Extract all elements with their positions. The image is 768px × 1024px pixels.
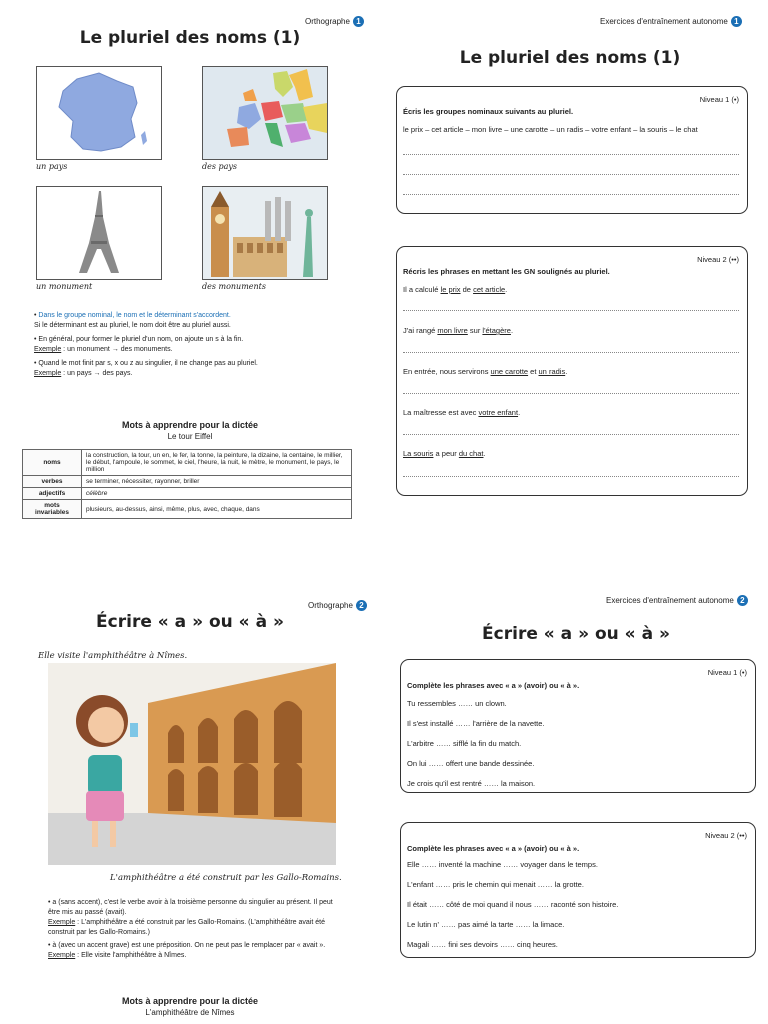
- sentence-3: En entrée, nous servirons une carotte et un radis.: [403, 367, 568, 376]
- words-title: Mots à apprendre pour la dictée: [121, 420, 259, 430]
- exercise-text: le prix – cet article – mon livre – une carotte – un radis – votre enfant – la souris – le chat: [403, 125, 698, 134]
- rule-2-example: : Elle visite l'amphithéâtre à Nîmes.: [75, 952, 187, 959]
- words-value: célèbre: [82, 488, 352, 500]
- exercise-line: Il s'est installé …… l'arrière de la navette.: [407, 719, 545, 728]
- rule-2-example-label: Exemple: [48, 952, 76, 959]
- page-title: Le pluriel des noms (1): [459, 48, 681, 68]
- exercise-instruction: Écris les groupes nominaux suivants au pluriel.: [403, 107, 574, 116]
- amphitheatre-image: [48, 663, 336, 865]
- answer-line: [403, 153, 739, 155]
- words-key: mots invariables: [23, 500, 82, 519]
- rule-1-highlight: Dans le groupe nominal, le nom et le déterminant s'accordent.: [38, 312, 231, 319]
- caption-bottom: L'amphithéâtre a été construit par les Gallo-Romains.: [110, 873, 342, 883]
- level-label: Niveau 1 (•): [707, 668, 747, 677]
- rule-1-text: Si le déterminant est au pluriel, le nom doit être au pluriel aussi.: [34, 322, 231, 329]
- answer-line: [403, 309, 739, 311]
- section-badge: 1: [353, 16, 364, 27]
- exercise-niveau-1: [396, 86, 748, 214]
- section-badge: 2: [356, 600, 367, 611]
- exercise-instruction: Complète les phrases avec « a » (avoir) ou « à ».: [407, 681, 580, 690]
- section-tag: [305, 16, 364, 27]
- exercise-niveau-2: [396, 246, 748, 496]
- table-row: [23, 450, 352, 476]
- sentence-5: La souris a peur du chat.: [403, 449, 486, 458]
- level-label: Niveau 2 (••): [705, 831, 747, 840]
- answer-line: [403, 193, 739, 195]
- section-tag-label: Orthographe: [308, 601, 353, 610]
- exercise-instruction: Récris les phrases en mettant les GN soulignés au pluriel.: [403, 267, 610, 276]
- rule-2-text: En général, pour former le pluriel d'un nom, on ajoute un s à la fin.: [38, 336, 244, 343]
- section-tag: [600, 16, 742, 27]
- words-value: se terminer, nécessiter, rayonner, briller: [82, 476, 352, 488]
- exercise-line: Il était …… côté de moi quand il nous …… raconté son histoire.: [407, 900, 619, 909]
- exercise-line: Elle …… inventé la machine …… voyager dans le temps.: [407, 860, 598, 869]
- exercise-line: Tu ressembles …… un clown.: [407, 699, 507, 708]
- words-subtitle: L'amphithéâtre de Nîmes: [145, 1008, 235, 1017]
- caption-des-monuments: des monuments: [202, 282, 267, 291]
- table-row: [23, 500, 352, 519]
- rule-1-example-label: Exemple: [48, 919, 76, 926]
- section-badge: 1: [731, 16, 742, 27]
- caption-top: Elle visite l'amphithéâtre à Nîmes.: [38, 651, 188, 661]
- france-map-image: [36, 66, 162, 160]
- level-label: Niveau 1 (•): [699, 95, 739, 104]
- section-tag: [606, 595, 748, 606]
- level-label: Niveau 2 (••): [697, 255, 739, 264]
- exercise-line: On lui …… offert une bande dessinée.: [407, 759, 535, 768]
- section-tag: [308, 600, 367, 611]
- rules-block: • Dans le groupe nominal, le nom et le déterminant s'accordent. Si le déterminant est au pluriel, le nom doit être au pluriel aussi. • En général, pour former le pluriel d'un nom, on ajoute un s à la fin. Exemple : un monument → des monuments. • Quand le mot finit par s, x ou z au singulier, il ne change pas au pluriel. Exemple : un pays → des pays.: [34, 311, 334, 379]
- rules-block: • a (sans accent), c'est le verbe avoir à la troisième personne du singulier au présent. Il peut être mis au passé (avait). Exemple : L'amphithéâtre a été construit par les Gallo-Romains. (L'amphithéâtre avait été construit par les Gallo-Romains.) • à (avec un accent grave) est une préposition. On ne peut pas le remplacer par « avait ». Exemple : Elle visite l'amphithéâtre à Nîmes.: [48, 899, 333, 959]
- words-value: la construction, la tour, un en, le fer, la tonne, la peinture, la dizaine, la centaine, le millier, le début, l'ampoule, le sommet, le ciel, l'heure, la nuit, le mètre, le monument, le pays, le million: [82, 450, 352, 476]
- table-row: [23, 476, 352, 488]
- answer-line: [403, 392, 739, 394]
- exercise-line: Je crois qu'il est rentré …… la maison.: [407, 779, 536, 788]
- answer-line: [403, 351, 739, 353]
- rule-1-text: a (sans accent), c'est le verbe avoir à la troisième personne du singulier au présent. Il peut être mis au passé (avait).: [48, 899, 333, 916]
- exercise-line: L'enfant …… pris le chemin qui menait …… la grotte.: [407, 880, 584, 889]
- rule-3-example: : un pays → des pays.: [61, 370, 133, 377]
- section-tag-label: Exercices d'entraînement autonome: [606, 596, 734, 605]
- exercise-line: L'arbitre …… sifflé la fin du match.: [407, 739, 522, 748]
- rule-3-text: Quand le mot finit par s, x ou z au singulier, il ne change pas au pluriel.: [38, 360, 258, 367]
- rule-2-example-label: Exemple: [34, 346, 62, 353]
- rule-2-text: à (avec un accent grave) est une préposition. On ne peut pas le remplacer par « avait ».: [52, 942, 326, 949]
- words-key: adjectifs: [23, 488, 82, 500]
- words-key: noms: [23, 450, 82, 476]
- answer-line: [403, 173, 739, 175]
- sentence-1: Il a calculé le prix de cet article.: [403, 285, 508, 294]
- exercise-niveau-2: [400, 822, 756, 958]
- words-table: [22, 449, 352, 519]
- table-row: [23, 488, 352, 500]
- sentence-2: J'ai rangé mon livre sur l'étagère.: [403, 326, 514, 335]
- rule-1-example: : L'amphithéâtre a été construit par les Gallo-Romains. (L'amphithéâtre avait été construit par les Gallo-Romains.): [48, 919, 325, 936]
- exercise-niveau-1: [400, 659, 756, 793]
- words-value: plusieurs, au-dessus, ainsi, même, plus, avec, chaque, dans: [82, 500, 352, 519]
- section-badge: 2: [737, 595, 748, 606]
- section-tag-label: Exercices d'entraînement autonome: [600, 17, 728, 26]
- answer-line: [403, 433, 739, 435]
- sentence-4: La maîtresse est avec votre enfant.: [403, 408, 521, 417]
- section-tag-label: Orthographe: [305, 17, 350, 26]
- monuments-image: [202, 186, 328, 280]
- page-title: Écrire « a » ou « à »: [482, 624, 670, 644]
- rule-2-example: : un monument → des monuments.: [61, 346, 173, 353]
- exercise-line: Le lutin n' …… pas aimé la tarte …… la limace.: [407, 920, 565, 929]
- eiffel-tower-image: [36, 186, 162, 280]
- words-title: Mots à apprendre pour la dictée: [121, 996, 259, 1006]
- page-title: Écrire « a » ou « à »: [96, 612, 284, 632]
- europe-map-image: [202, 66, 328, 160]
- words-key: verbes: [23, 476, 82, 488]
- exercise-instruction: Complète les phrases avec « a » (avoir) ou « à ».: [407, 844, 580, 853]
- rule-3-example-label: Exemple: [34, 370, 62, 377]
- exercise-line: Magali …… fini ses devoirs …… cinq heures.: [407, 940, 558, 949]
- words-subtitle: Le tour Eiffel: [167, 432, 213, 441]
- caption-un-monument: un monument: [36, 282, 93, 291]
- answer-line: [403, 475, 739, 477]
- caption-des-pays: des pays: [202, 162, 238, 171]
- caption-un-pays: un pays: [36, 162, 68, 171]
- page-title: Le pluriel des noms (1): [79, 28, 301, 48]
